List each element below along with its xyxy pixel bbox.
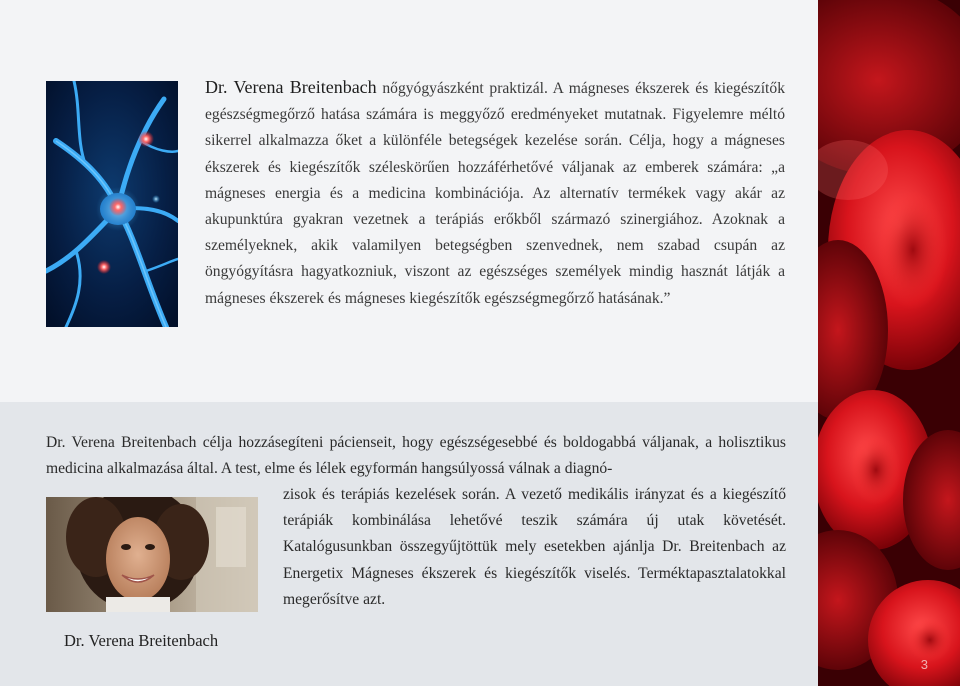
bio-intro-text: Dr. Verena Breitenbach célja hozzásegíteni pácienseit, hogy egészségesebbé és boldogabbá váljanak, a holisztikus medicina alkalmazása által. A test, elme és lélek egyformán hangsúlyossá válnak a diagnó- — [46, 434, 786, 478]
neuron-image — [46, 81, 178, 327]
bio-paragraph-start — [46, 430, 786, 482]
bio-continuation-text: zisok és terápiás kezelések során. A vezető medikális irányzat és a kiegészítő terápiák kombinálása lehetővé teszik számára új utak követését. Katalógusunkban összegyűjtöttük mely esetekben ajánlja Dr. Breitenbach az Energetix Mágneses ékszerek és kiegészítők viselés. Terméktapasztalatokkal megerősítve azt. — [283, 486, 786, 608]
footer-strip — [0, 658, 818, 686]
intro-body: nőgyógyászként praktizál. A mágneses ékszerek és kiegészítők egészségmegőrző hatása számára is meggyőző eredményeket mutatnak. Figyelemre méltó sikerrel alkalmazza őket a különféle betegségek kezelése során. Célja, hogy a mágneses ékszerek és kiegészítők széleskörűen hozzáférhetővé váljanak az emberek számára: „a mágneses energia és a medicina kombinációja. Az alternatív termékek vagy akár az akupunktúra gyakran vezetnek a terápiás erőkből származó szinergiához. Azoknak a személyeknek, akik valamilyen betegségben szenvednek, nem szabad csupán az öngyógyításra hagyatkozniuk, viszont az egészséges személyek mindig hasznát látják a mágneses ékszerek és mágneses kiegészítők egészségmegőrző hatásának.” — [205, 80, 785, 307]
doctor-name: Dr. Verena Breitenbach — [205, 77, 377, 97]
page-number: 3 — [920, 657, 928, 672]
portrait-caption: Dr. Verena Breitenbach — [64, 631, 219, 650]
intro-paragraph — [205, 74, 785, 312]
portrait-photo — [46, 497, 258, 612]
blood-cells-image — [818, 0, 960, 686]
bio-paragraph-cont — [283, 482, 786, 613]
